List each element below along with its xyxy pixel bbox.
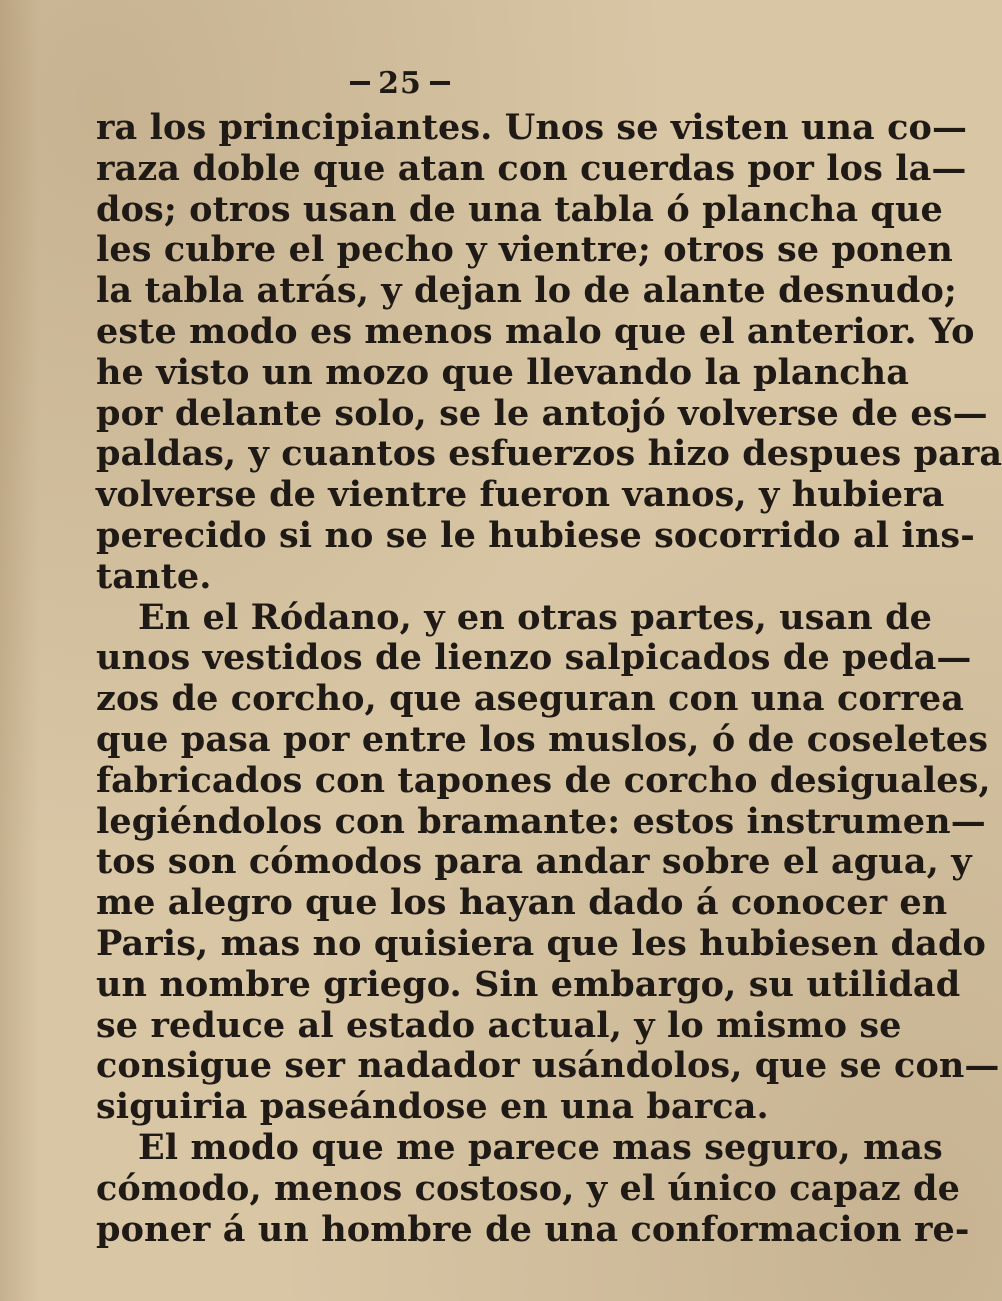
paragraph-start-line: El modo que me parece mas seguro, mas [138,1126,943,1168]
text-line: volverse de vientre fueron vanos, y hubiera [96,474,945,516]
left-dash [350,81,370,85]
text-line: se reduce al estado actual, y lo mismo se [96,1004,902,1046]
text-line: un nombre griego. Sin embargo, su utilidad [96,963,961,1005]
text-line: dos; otros usan de una tabla ó plancha que [96,188,943,230]
text-line: este modo es menos malo que el anterior. Yo [96,310,975,352]
text-line: consigue ser nadador usándolos, que se con— [96,1045,1000,1087]
text-line: he visto un mozo que llevando la plancha [96,351,909,393]
text-line: fabricados con tapones de corcho desiguales, [96,759,991,801]
text-line: tos son cómodos para andar sobre el agua, y [96,841,972,883]
text-line: raza doble que atan con cuerdas por los la— [96,147,967,189]
text-line: la tabla atrás, y dejan lo de alante desnudo; [96,270,957,312]
text-line: por delante solo, se le antojó volverse de es— [96,392,988,434]
text-line: cómodo, menos costoso, y el único capaz de [96,1167,960,1209]
right-dash [430,81,450,85]
paragraph-end-line: siguiria paseándose en una barca. [96,1086,769,1128]
body-text [96,107,1002,1250]
text-line: zos de corcho, que aseguran con una correa [96,678,965,720]
text-line: poner á un hombre de una conformacion re- [96,1208,970,1250]
text-line: perecido si no se le hubiese socorrido al ins- [96,514,975,556]
text-line: Paris, mas no quisiera que les hubiesen dado [96,922,986,964]
text-line: unos vestidos de lienzo salpicados de peda— [96,637,972,679]
text-line: paldas, y cuantos esfuerzos hizo despues para [96,433,1002,475]
text-line: ra los principiantes. Unos se visten una co— [96,107,968,148]
page-number [0,66,800,101]
paragraph-start-line: En el Ródano, y en otras partes, usan de [138,596,933,638]
text-line: que pasa por entre los muslos, ó de coseletes [96,718,989,760]
text-line: legiéndolos con bramante: estos instrumen— [96,800,986,842]
page-number-value: 25 [378,66,422,101]
text-line: les cubre el pecho y vientre; otros se ponen [96,229,953,271]
text-line: me alegro que los hayan dado á conocer en [96,882,948,924]
paragraph-end-line: tante. [96,555,212,597]
